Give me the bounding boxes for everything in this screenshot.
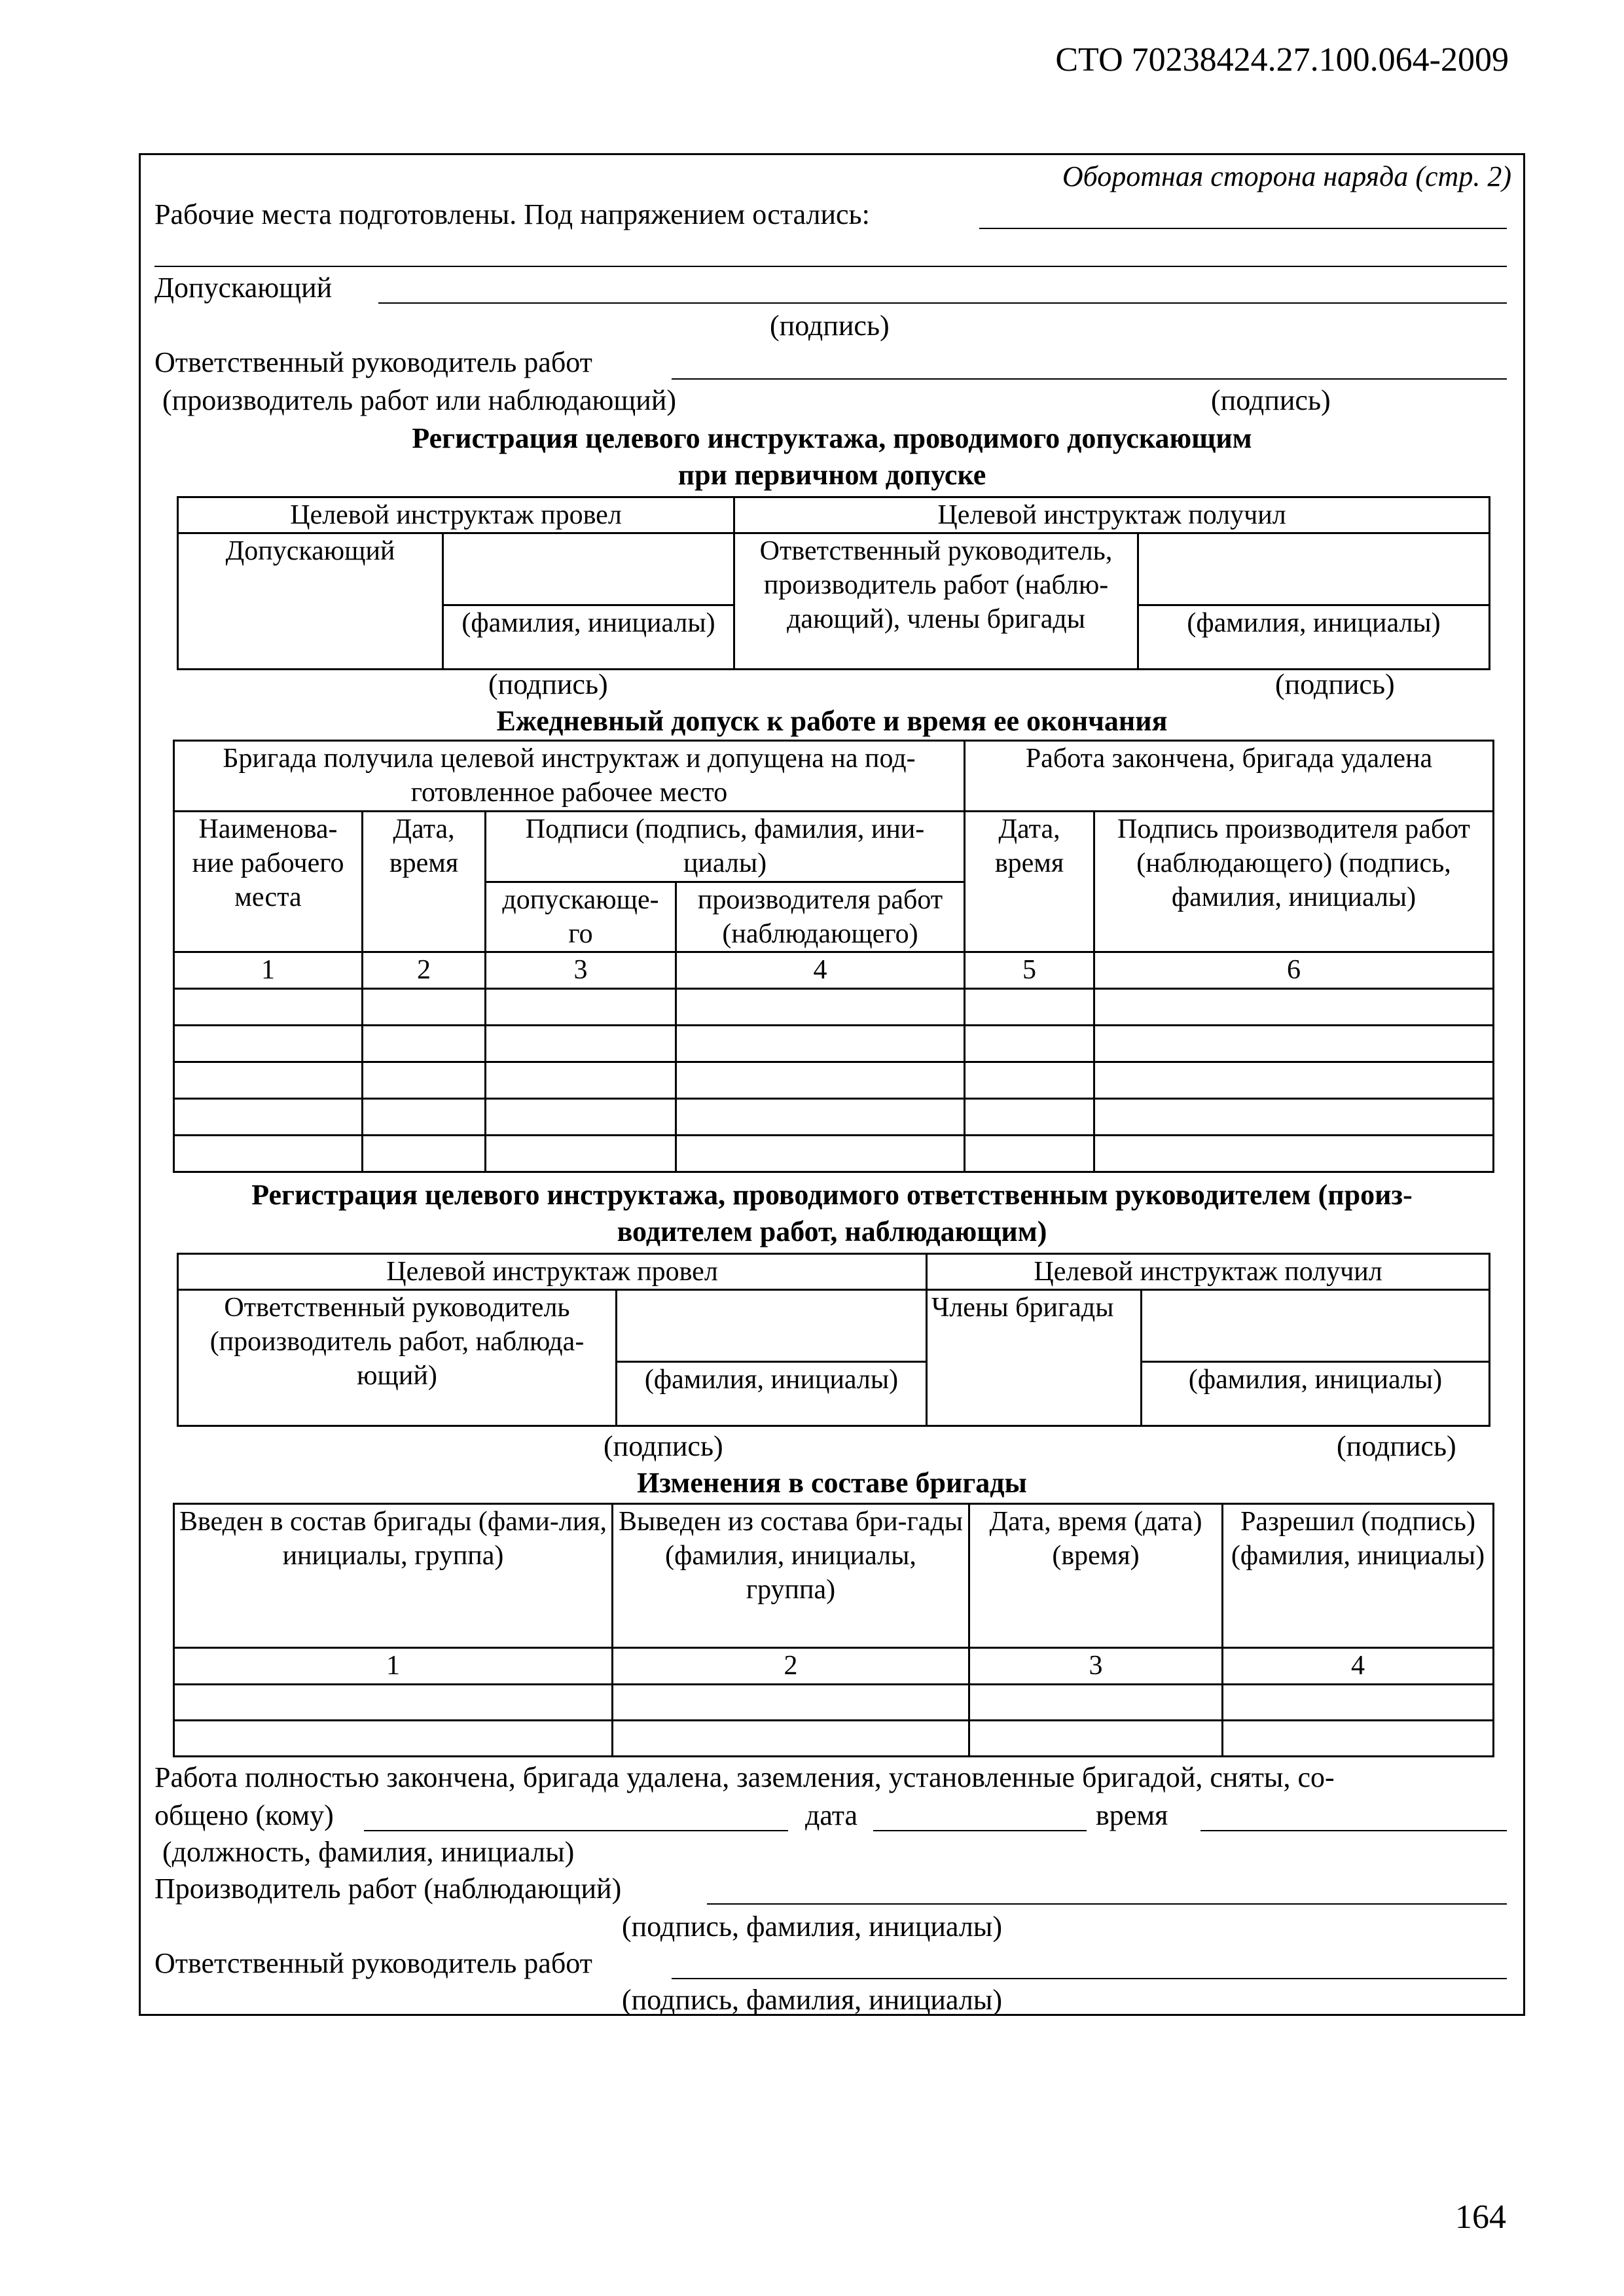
section3-title-line1: Регистрация целевого инструктажа, проводимого ответственным руководителем (произ-: [251, 1179, 1413, 1211]
table-cell[interactable]: [676, 1136, 965, 1172]
section4-colnum-3: 3: [969, 1648, 1223, 1685]
table-cell[interactable]: [1094, 1099, 1494, 1136]
responsible-manager-field[interactable]: [672, 378, 1507, 380]
table-cell[interactable]: [676, 989, 965, 1026]
section1-admitter: Допускающий: [178, 533, 443, 670]
table-row: [174, 1099, 1494, 1136]
section3-responsible: Ответственный руководитель (производитель работ, наблюда-ющий): [178, 1290, 617, 1426]
section2-col-workplace: Наименова-ние рабочего места: [174, 812, 363, 952]
page-number: 164: [1455, 2198, 1506, 2236]
section3-sig-right: (подпись): [1337, 1430, 1456, 1462]
responsible-sig-caption: (подпись, фамилия, инициалы): [622, 1984, 1003, 2016]
table-cell[interactable]: [486, 1136, 676, 1172]
table-cell[interactable]: [486, 1026, 676, 1062]
admitter-label: Допускающий: [154, 272, 333, 304]
section1-name-initials-right: (фамилия, инициалы): [1138, 605, 1490, 670]
section2-col-admitter: допускающе-го: [486, 882, 676, 952]
section4-col-allowed: Разрешил (подпись) (фамилия, инициалы): [1223, 1504, 1494, 1648]
responsible-field[interactable]: [672, 1978, 1507, 1979]
table-cell[interactable]: [174, 989, 363, 1026]
section4-table: [173, 1503, 1494, 1757]
date-field[interactable]: [873, 1830, 1087, 1831]
table-row: [174, 989, 1494, 1026]
section2-col-performer: производителя работ (наблюдающего): [676, 882, 965, 952]
position-name-caption: (должность, фамилия, инициалы): [162, 1836, 575, 1868]
performer-observer-caption: (производитель работ или наблюдающий): [162, 384, 677, 416]
section4-col-added: Введен в состав бригады (фами-лия, инициалы, группа): [174, 1504, 613, 1648]
section2-title: Ежедневный допуск к работе и время ее окончания: [496, 705, 1168, 737]
table-cell[interactable]: [1094, 1026, 1494, 1062]
section2-col-signatures: Подписи (подпись, фамилия, ини-циалы): [486, 812, 965, 882]
table-cell[interactable]: [363, 1026, 486, 1062]
table-row: [174, 1685, 1494, 1721]
table-cell[interactable]: [676, 1026, 965, 1062]
table-cell[interactable]: [363, 1099, 486, 1136]
responsible-label: Ответственный руководитель работ: [154, 1947, 592, 1979]
section3-members-name-cell[interactable]: [1142, 1290, 1490, 1362]
section1-table: [177, 496, 1490, 670]
table-cell[interactable]: [613, 1685, 969, 1721]
table-cell[interactable]: [174, 1685, 613, 1721]
table-row: [174, 1721, 1494, 1757]
table-cell[interactable]: [363, 1062, 486, 1099]
performer-field[interactable]: [707, 1903, 1507, 1905]
section1-received-name-cell[interactable]: [1138, 533, 1490, 605]
section3-title-line2: водителем работ, наблюдающим): [617, 1215, 1047, 1247]
responsible-signature-caption: (подпись): [1211, 384, 1331, 416]
table-cell[interactable]: [363, 1136, 486, 1172]
section1-name-initials-left: (фамилия, инициалы): [443, 605, 734, 670]
section3-name-initials-left: (фамилия, инициалы): [617, 1362, 927, 1426]
section1-title-line2: при первичном допуске: [677, 459, 986, 491]
remaining-voltage-field[interactable]: [979, 228, 1507, 229]
section1-title-line1: Регистрация целевого инструктажа, проводимого допускающим: [412, 422, 1252, 454]
workplaces-prepared-label: Рабочие места подготовлены. Под напряжением остались:: [154, 198, 870, 230]
performer-label: Производитель работ (наблюдающий): [154, 1873, 622, 1905]
remaining-voltage-field-2[interactable]: [154, 266, 1507, 267]
section2-colnum-6: 6: [1094, 952, 1494, 989]
table-cell[interactable]: [1223, 1721, 1494, 1757]
section3-name-initials-right: (фамилия, инициалы): [1142, 1362, 1490, 1426]
table-cell[interactable]: [965, 1026, 1094, 1062]
table-cell[interactable]: [613, 1721, 969, 1757]
table-cell[interactable]: [969, 1685, 1223, 1721]
section3-brigade-members: Члены бригады: [927, 1290, 1142, 1426]
section2-colnum-1: 1: [174, 952, 363, 989]
table-row: [174, 1026, 1494, 1062]
section4-colnum-4: 4: [1223, 1648, 1494, 1685]
section2-colnum-2: 2: [363, 952, 486, 989]
admitter-field[interactable]: [378, 302, 1507, 304]
section4-colnum-1: 1: [174, 1648, 613, 1685]
section1-admitter-name-cell[interactable]: [443, 533, 734, 605]
section1-received-by: Ответственный руководитель, производитель работ (наблю-дающий), члены бригады: [734, 533, 1138, 670]
date-label: дата: [805, 1799, 858, 1831]
section2-group-finished: Работа закончена, бригада удалена: [965, 741, 1494, 812]
section4-col-removed: Выведен из состава бри-гады (фамилия, инициалы, группа): [613, 1504, 969, 1648]
table-cell[interactable]: [965, 989, 1094, 1026]
section1-sig-right: (подпись): [1275, 668, 1395, 700]
section1-col-conducted: Целевой инструктаж провел: [178, 497, 734, 533]
table-cell[interactable]: [1094, 1062, 1494, 1099]
section2-colnum-4: 4: [676, 952, 965, 989]
section3-col-conducted: Целевой инструктаж провел: [178, 1254, 927, 1290]
section4-colnum-2: 2: [613, 1648, 969, 1685]
section3-table: [177, 1253, 1490, 1427]
table-row: [174, 1062, 1494, 1099]
section2-group-admitted: Бригада получила целевой инструктаж и допущена на под-готовленное рабочее место: [174, 741, 965, 812]
completed-text-line1: Работа полностью закончена, бригада удалена, заземления, установленные бригадой, сняты, со-: [154, 1761, 1335, 1793]
section1-sig-left: (подпись): [488, 668, 608, 700]
table-cell[interactable]: [174, 1099, 363, 1136]
section1-col-received: Целевой инструктаж получил: [734, 497, 1490, 533]
table-cell[interactable]: [486, 1099, 676, 1136]
table-cell[interactable]: [1094, 989, 1494, 1026]
section3-sig-left: (подпись): [604, 1430, 723, 1462]
table-cell[interactable]: [1223, 1685, 1494, 1721]
time-field[interactable]: [1200, 1830, 1507, 1831]
table-cell[interactable]: [174, 1721, 613, 1757]
table-cell[interactable]: [676, 1099, 965, 1136]
time-label: время: [1096, 1799, 1168, 1831]
reported-to-field[interactable]: [364, 1830, 788, 1831]
table-cell[interactable]: [965, 1062, 1094, 1099]
section2-table: [173, 740, 1494, 1173]
admitter-signature-caption: (подпись): [770, 310, 890, 342]
reported-to-label: общено (кому): [154, 1799, 334, 1831]
table-cell[interactable]: [174, 1062, 363, 1099]
table-cell[interactable]: [174, 1026, 363, 1062]
table-row: [174, 1136, 1494, 1172]
section2-col-datetime: Дата, время: [363, 812, 486, 952]
table-cell[interactable]: [965, 1136, 1094, 1172]
section2-colnum-5: 5: [965, 952, 1094, 989]
table-cell[interactable]: [363, 989, 486, 1026]
section3-col-received: Целевой инструктаж получил: [927, 1254, 1490, 1290]
section2-col-datetime2: Дата, время: [965, 812, 1094, 952]
section2-colnum-3: 3: [486, 952, 676, 989]
table-cell[interactable]: [676, 1062, 965, 1099]
table-cell[interactable]: [174, 1136, 363, 1172]
performer-sig-caption: (подпись, фамилия, инициалы): [622, 1910, 1003, 1943]
section4-title: Изменения в составе бригады: [637, 1467, 1027, 1499]
table-cell[interactable]: [1094, 1136, 1494, 1172]
section3-responsible-name-cell[interactable]: [617, 1290, 927, 1362]
section2-col-performer-sig: Подпись производителя работ (наблюдающего) (подпись, фамилия, инициалы): [1094, 812, 1494, 952]
table-cell[interactable]: [486, 989, 676, 1026]
document-code: СТО 70238424.27.100.064-2009: [1055, 41, 1509, 79]
table-cell[interactable]: [965, 1099, 1094, 1136]
table-cell[interactable]: [486, 1062, 676, 1099]
table-cell[interactable]: [969, 1721, 1223, 1757]
side-label: Оборотная сторона наряда (стр. 2): [1062, 160, 1511, 192]
responsible-manager-label: Ответственный руководитель работ: [154, 346, 592, 378]
section4-col-datetime: Дата, время (дата) (время): [969, 1504, 1223, 1648]
